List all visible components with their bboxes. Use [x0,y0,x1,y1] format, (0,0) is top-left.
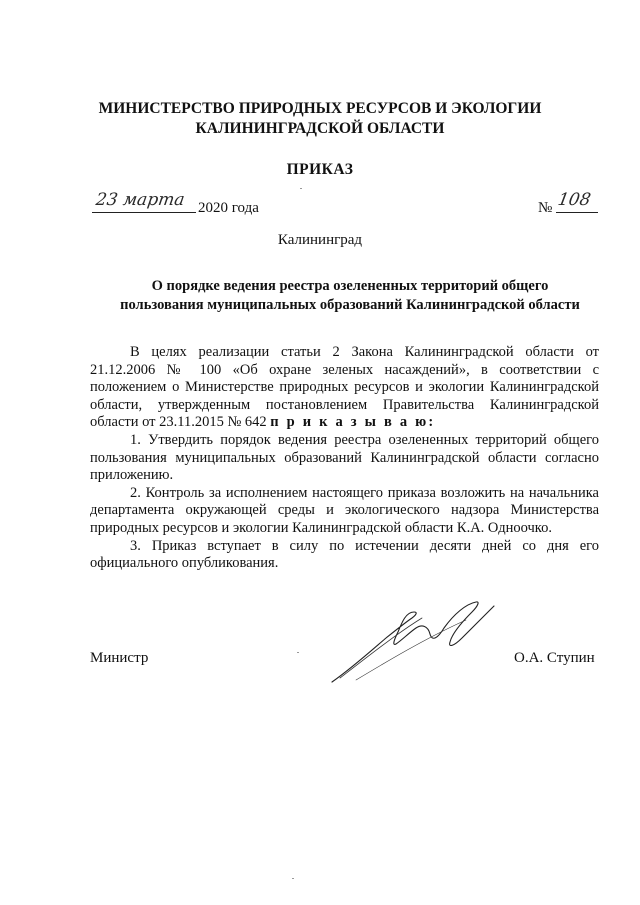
order-item-2: 2. Контроль за исполнением настоящего приказа возложить на начальника департамента окружающей среды и экологического надзора Министерства природных ресурсов и экологии Калининградской области К.А. Одноочко. [90,484,599,536]
order-body [90,344,599,573]
ministry-header [60,99,580,139]
order-subject [90,277,610,315]
order-item-1: 1. Утвердить порядок ведения реестра озелененных территорий общего пользования муниципальных образований Калининградской области согласно приложению. [90,431,599,484]
number-underline [556,212,598,213]
date-field [92,190,196,218]
subject-line1: О порядке ведения реестра озелененных территорий общего [151,278,549,294]
order-item-3: 3. Приказ вступает в силу по истечении десяти дней со дня его официального опубликования. [90,537,599,572]
handwritten-date: 23 марта [94,190,186,210]
scan-speck [292,878,294,879]
city: Калининград [277,232,363,248]
number-field [556,190,598,218]
subject-line2: пользования муниципальных образований Калининградской области [120,297,580,313]
order-title: ПРИКАЗ [286,161,354,178]
signatory-name: О.А. Ступин [514,650,595,666]
scan-speck [300,188,302,189]
number-label: № [538,200,553,216]
handwritten-number: 108 [556,190,593,210]
ministry-name-line2: КАЛИНИНГРАДСКОЙ ОБЛАСТИ [195,120,445,137]
date-year: 2020 года [198,200,259,216]
signatory-title: Министр [90,650,149,666]
handwritten-signature [326,598,498,686]
scan-speck [297,652,299,653]
date-underline [92,212,196,213]
preamble-paragraph [90,344,599,432]
order-word: п р и к а з ы в а ю: [270,414,436,431]
preamble-text: В целях реализации статьи 2 Закона Калининградской области от 21.12.2006 № 100 «Об охране зеленых насаждений», в соответствии с положением о Министерстве природных ресурсов и экологии Калининградской области, утвержденным постановлением Правительства Калининградской области от 23.11.2015 № 642 [90,344,599,431]
ministry-name-line1: МИНИСТЕРСТВО ПРИРОДНЫХ РЕСУРСОВ И ЭКОЛОГИИ [98,100,542,117]
